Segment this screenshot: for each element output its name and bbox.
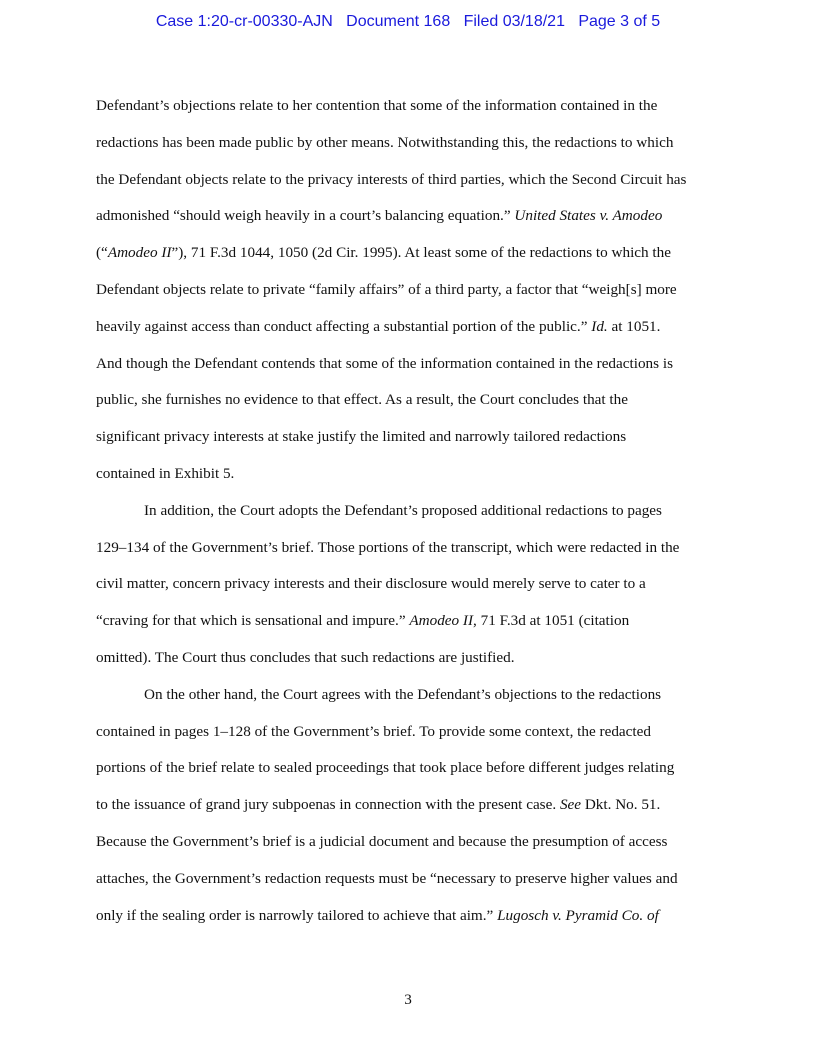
body-line: And though the Defendant contends that some of the information contained in the redactions is: [96, 355, 673, 372]
case-header: [0, 13, 816, 31]
document-number: Document 168: [346, 13, 451, 30]
case-citation: Amodeo II: [409, 612, 474, 629]
body-line: (“Amodeo II”), 71 F.3d 1044, 1050 (2d Cir. 1995). At least some of the redactions to which the: [96, 244, 671, 261]
body-line: contained in pages 1–128 of the Government’s brief. To provide some context, the redacted: [96, 723, 651, 740]
body-line: portions of the brief relate to sealed proceedings that took place before different judges relating: [96, 759, 675, 776]
case-number: Case 1:20-cr-00330-AJN: [155, 13, 333, 30]
case-citation: Id.: [591, 318, 608, 335]
body-line: 129–134 of the Government’s brief. Those portions of the transcript, which were redacted in the: [96, 539, 680, 556]
body-line: Defendant’s objections relate to her contention that some of the information contained in the: [96, 97, 658, 114]
body-line: In addition, the Court adopts the Defendant’s proposed additional redactions to pages: [144, 502, 662, 519]
body-line: significant privacy interests at stake justify the limited and narrowly tailored redactions: [96, 428, 627, 445]
body-line: the Defendant objects relate to the privacy interests of third parties, which the Second Circuit has: [96, 171, 687, 188]
filed-date: Filed 03/18/21: [463, 13, 565, 30]
body-line: redactions has been made public by other means. Notwithstanding this, the redactions to which: [96, 134, 674, 151]
body-line: “craving for that which is sensational and impure.” Amodeo II, 71 F.3d at 1051 (citation: [96, 612, 630, 629]
body-line: Defendant objects relate to private “family affairs” of a third party, a factor that “weigh[s] more: [96, 281, 677, 298]
body-line: omitted). The Court thus concludes that such redactions are justified.: [96, 649, 515, 666]
case-citation: Lugosch v. Pyramid Co. of: [497, 907, 659, 924]
body-line: heavily against access than conduct affecting a substantial portion of the public.” Id. at 1051.: [96, 318, 661, 335]
page-indicator: Page 3 of 5: [578, 13, 661, 30]
body-line: admonished “should weigh heavily in a court’s balancing equation.” United States v. Amodeo: [96, 207, 663, 224]
signal-citation: See: [559, 796, 582, 813]
body-line: contained in Exhibit 5.: [96, 465, 235, 482]
case-citation: United States v. Amodeo: [514, 207, 663, 224]
case-citation: Amodeo II: [107, 244, 172, 261]
body-line: attaches, the Government’s redaction requests must be “necessary to preserve higher values and: [96, 870, 678, 887]
body-line: On the other hand, the Court agrees with the Defendant’s objections to the redactions: [144, 686, 662, 703]
body-line: Because the Government’s brief is a judicial document and because the presumption of access: [96, 833, 668, 850]
body-line: only if the sealing order is narrowly tailored to achieve that aim.” Lugosch v. Pyramid Co. of: [96, 907, 659, 924]
body-line: public, she furnishes no evidence to that effect. As a result, the Court concludes that the: [96, 391, 628, 408]
body-line: to the issuance of grand jury subpoenas in connection with the present case. See Dkt. No. 51.: [96, 796, 661, 813]
page-number: 3: [404, 991, 412, 1008]
body-line: civil matter, concern privacy interests and their disclosure would merely serve to cater to a: [96, 575, 646, 592]
